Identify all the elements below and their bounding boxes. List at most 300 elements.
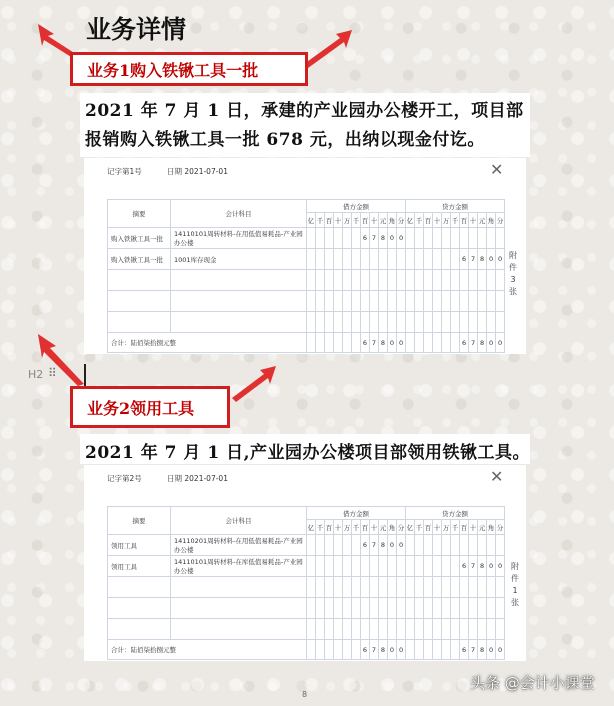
debit-digit[interactable]: [388, 249, 397, 270]
total-debit-digit: 7: [370, 333, 379, 353]
empty-cell[interactable]: [478, 291, 487, 312]
empty-cell[interactable]: [442, 619, 451, 640]
credit-digit[interactable]: [442, 535, 451, 556]
digit-header: 百: [424, 520, 433, 535]
empty-cell[interactable]: [379, 270, 388, 291]
digit-header: 百: [424, 213, 433, 228]
empty-cell[interactable]: [316, 619, 325, 640]
row-account[interactable]: 1001库存现金: [171, 249, 307, 270]
credit-digit[interactable]: [442, 556, 451, 577]
empty-cell[interactable]: [406, 312, 415, 333]
empty-cell[interactable]: [433, 577, 442, 598]
debit-digit[interactable]: [343, 228, 352, 249]
total-debit-digit: 0: [397, 640, 406, 660]
credit-digit[interactable]: 0: [487, 556, 496, 577]
credit-digit[interactable]: [406, 556, 415, 577]
empty-cell[interactable]: [496, 619, 505, 640]
empty-cell[interactable]: [469, 598, 478, 619]
debit-digit[interactable]: [316, 535, 325, 556]
debit-digit[interactable]: 8: [379, 535, 388, 556]
empty-cell[interactable]: [406, 598, 415, 619]
empty-cell[interactable]: [379, 619, 388, 640]
empty-cell[interactable]: [370, 619, 379, 640]
row-summary[interactable]: 领用工具: [108, 556, 171, 577]
empty-cell[interactable]: [370, 270, 379, 291]
empty-cell[interactable]: [433, 270, 442, 291]
empty-cell[interactable]: [361, 619, 370, 640]
empty-cell[interactable]: [171, 270, 307, 291]
digit-header: 十: [433, 520, 442, 535]
col-debit: 借方金额: [307, 200, 406, 213]
credit-digit[interactable]: [451, 249, 460, 270]
total-credit-digit: [433, 640, 442, 660]
total-debit-digit: [343, 640, 352, 660]
debit-digit[interactable]: [307, 535, 316, 556]
empty-cell[interactable]: [171, 619, 307, 640]
empty-cell[interactable]: [388, 312, 397, 333]
total-debit-digit: 6: [361, 333, 370, 353]
empty-cell[interactable]: [108, 312, 171, 333]
row-summary[interactable]: 购入铁锹工具一批: [108, 249, 171, 270]
total-credit-digit: [415, 333, 424, 353]
credit-digit[interactable]: [451, 556, 460, 577]
empty-cell[interactable]: [415, 598, 424, 619]
empty-cell[interactable]: [334, 598, 343, 619]
digit-header: 分: [496, 520, 505, 535]
credit-digit[interactable]: [433, 535, 442, 556]
digit-header: 万: [343, 520, 352, 535]
empty-cell[interactable]: [388, 291, 397, 312]
empty-cell[interactable]: [379, 312, 388, 333]
debit-digit[interactable]: 6: [361, 535, 370, 556]
empty-cell[interactable]: [469, 291, 478, 312]
credit-digit[interactable]: [406, 228, 415, 249]
empty-cell[interactable]: [343, 270, 352, 291]
empty-cell[interactable]: [469, 619, 478, 640]
credit-digit[interactable]: [415, 556, 424, 577]
debit-digit[interactable]: [334, 249, 343, 270]
empty-cell[interactable]: [343, 619, 352, 640]
digit-header: 千: [316, 213, 325, 228]
empty-cell[interactable]: [433, 312, 442, 333]
empty-cell[interactable]: [388, 270, 397, 291]
empty-cell[interactable]: [496, 312, 505, 333]
empty-cell[interactable]: [171, 291, 307, 312]
empty-cell[interactable]: [334, 619, 343, 640]
debit-digit[interactable]: [397, 249, 406, 270]
total-credit-digit: 6: [460, 640, 469, 660]
empty-cell[interactable]: [343, 598, 352, 619]
empty-cell[interactable]: [379, 598, 388, 619]
debit-digit[interactable]: [352, 556, 361, 577]
empty-cell[interactable]: [478, 312, 487, 333]
debit-digit[interactable]: [343, 556, 352, 577]
empty-cell[interactable]: [325, 577, 334, 598]
empty-cell[interactable]: [496, 270, 505, 291]
credit-digit[interactable]: 8: [478, 249, 487, 270]
credit-digit[interactable]: [487, 535, 496, 556]
empty-cell[interactable]: [307, 270, 316, 291]
empty-cell[interactable]: [487, 291, 496, 312]
total-credit-digit: 0: [487, 333, 496, 353]
credit-digit[interactable]: [424, 249, 433, 270]
empty-cell[interactable]: [379, 291, 388, 312]
empty-cell[interactable]: [451, 312, 460, 333]
digit-header: 亿: [307, 520, 316, 535]
row-account[interactable]: 14110101周转材料-在库低值易耗品-产业园办公楼: [171, 556, 307, 577]
empty-cell[interactable]: [343, 312, 352, 333]
business1-paragraph-line1: 2021 年 7 月 1 日，承建的产业园办公楼开工，项目部: [85, 101, 524, 121]
debit-digit[interactable]: [370, 249, 379, 270]
empty-cell[interactable]: [352, 270, 361, 291]
total-debit-digit: [352, 333, 361, 353]
empty-cell[interactable]: [325, 598, 334, 619]
debit-digit[interactable]: [325, 556, 334, 577]
total-credit-digit: 7: [469, 640, 478, 660]
empty-cell[interactable]: [397, 577, 406, 598]
digit-header: 万: [442, 213, 451, 228]
empty-cell[interactable]: [316, 312, 325, 333]
empty-cell[interactable]: [406, 577, 415, 598]
debit-digit[interactable]: 7: [370, 228, 379, 249]
empty-cell[interactable]: [451, 598, 460, 619]
business1-heading: 业务1购入铁锹工具一批: [70, 52, 308, 86]
credit-digit[interactable]: 0: [496, 556, 505, 577]
total-credit-digit: 7: [469, 333, 478, 353]
digit-header: 亿: [406, 213, 415, 228]
digit-header: 分: [397, 520, 406, 535]
debit-digit[interactable]: 8: [379, 228, 388, 249]
debit-digit[interactable]: [316, 249, 325, 270]
debit-digit[interactable]: [352, 249, 361, 270]
empty-cell[interactable]: [108, 619, 171, 640]
total-credit-digit: [415, 640, 424, 660]
credit-digit[interactable]: 0: [496, 249, 505, 270]
empty-cell[interactable]: [352, 577, 361, 598]
empty-cell[interactable]: [370, 577, 379, 598]
row-account[interactable]: 14110201周转材料-在用低值易耗品-产业园办公楼: [171, 535, 307, 556]
credit-digit[interactable]: [460, 228, 469, 249]
empty-cell[interactable]: [361, 598, 370, 619]
empty-cell[interactable]: [442, 270, 451, 291]
empty-cell[interactable]: [352, 619, 361, 640]
debit-digit[interactable]: [343, 249, 352, 270]
credit-digit[interactable]: 7: [469, 556, 478, 577]
empty-cell[interactable]: [352, 291, 361, 312]
debit-digit[interactable]: [334, 556, 343, 577]
empty-cell[interactable]: [325, 312, 334, 333]
empty-cell[interactable]: [334, 270, 343, 291]
empty-cell[interactable]: [325, 291, 334, 312]
debit-digit[interactable]: [343, 535, 352, 556]
debit-digit[interactable]: 0: [388, 535, 397, 556]
debit-digit[interactable]: [334, 535, 343, 556]
empty-cell[interactable]: [469, 312, 478, 333]
debit-digit[interactable]: [379, 556, 388, 577]
total-debit-digit: [307, 640, 316, 660]
credit-digit[interactable]: [433, 556, 442, 577]
empty-cell[interactable]: [451, 577, 460, 598]
empty-cell[interactable]: [307, 619, 316, 640]
credit-digit[interactable]: 7: [469, 249, 478, 270]
voucher-1: [84, 158, 526, 354]
total-debit-digit: 8: [379, 640, 388, 660]
empty-cell[interactable]: [496, 577, 505, 598]
debit-digit[interactable]: [388, 556, 397, 577]
empty-cell[interactable]: [370, 291, 379, 312]
empty-cell[interactable]: [361, 270, 370, 291]
credit-digit[interactable]: [460, 535, 469, 556]
debit-digit[interactable]: 0: [397, 535, 406, 556]
empty-cell[interactable]: [415, 312, 424, 333]
total-credit-digit: [433, 333, 442, 353]
credit-digit[interactable]: [451, 228, 460, 249]
empty-cell[interactable]: [307, 598, 316, 619]
empty-cell[interactable]: [370, 312, 379, 333]
total-credit-digit: [451, 333, 460, 353]
empty-cell[interactable]: [451, 291, 460, 312]
empty-cell[interactable]: [108, 577, 171, 598]
empty-cell[interactable]: [361, 577, 370, 598]
credit-digit[interactable]: [487, 228, 496, 249]
close-icon[interactable]: ✕: [490, 467, 504, 486]
digit-header: 千: [451, 520, 460, 535]
total-credit-digit: [442, 333, 451, 353]
empty-cell[interactable]: [496, 291, 505, 312]
debit-digit[interactable]: 0: [388, 228, 397, 249]
debit-digit[interactable]: [379, 249, 388, 270]
empty-cell[interactable]: [108, 270, 171, 291]
empty-cell[interactable]: [424, 577, 433, 598]
empty-cell[interactable]: [388, 598, 397, 619]
digit-header: 分: [496, 213, 505, 228]
empty-cell[interactable]: [496, 598, 505, 619]
debit-digit[interactable]: [307, 228, 316, 249]
empty-cell[interactable]: [316, 270, 325, 291]
digit-header: 十: [334, 213, 343, 228]
empty-cell[interactable]: [478, 619, 487, 640]
row-summary[interactable]: 购入铁锹工具一批: [108, 228, 171, 249]
empty-cell[interactable]: [334, 577, 343, 598]
empty-cell[interactable]: [406, 619, 415, 640]
digit-header: 元: [478, 520, 487, 535]
empty-cell[interactable]: [487, 270, 496, 291]
debit-digit[interactable]: [361, 556, 370, 577]
empty-cell[interactable]: [316, 291, 325, 312]
empty-cell[interactable]: [415, 270, 424, 291]
empty-cell[interactable]: [424, 312, 433, 333]
empty-cell[interactable]: [460, 619, 469, 640]
empty-cell[interactable]: [487, 619, 496, 640]
empty-cell[interactable]: [388, 577, 397, 598]
empty-cell[interactable]: [406, 270, 415, 291]
empty-cell[interactable]: [325, 619, 334, 640]
credit-digit[interactable]: [406, 249, 415, 270]
empty-cell[interactable]: [307, 291, 316, 312]
credit-digit[interactable]: [469, 228, 478, 249]
empty-cell[interactable]: [460, 291, 469, 312]
debit-digit[interactable]: [316, 228, 325, 249]
empty-cell[interactable]: [433, 291, 442, 312]
credit-digit[interactable]: [433, 228, 442, 249]
credit-digit[interactable]: [415, 228, 424, 249]
credit-digit[interactable]: [433, 249, 442, 270]
empty-cell[interactable]: [442, 577, 451, 598]
empty-cell[interactable]: [397, 270, 406, 291]
empty-cell[interactable]: [325, 270, 334, 291]
empty-cell[interactable]: [469, 577, 478, 598]
empty-cell[interactable]: [424, 598, 433, 619]
credit-digit[interactable]: [424, 535, 433, 556]
drag-handle-icon[interactable]: ⠿: [48, 366, 57, 380]
empty-cell[interactable]: [334, 312, 343, 333]
empty-cell[interactable]: [433, 619, 442, 640]
digit-header: 十: [469, 520, 478, 535]
credit-digit[interactable]: [496, 535, 505, 556]
credit-digit[interactable]: [406, 535, 415, 556]
debit-digit[interactable]: [307, 249, 316, 270]
digit-header: 百: [325, 520, 334, 535]
empty-cell[interactable]: [460, 577, 469, 598]
empty-cell[interactable]: [307, 577, 316, 598]
empty-cell[interactable]: [433, 598, 442, 619]
empty-cell[interactable]: [361, 312, 370, 333]
debit-digit[interactable]: [316, 556, 325, 577]
debit-digit[interactable]: 6: [361, 228, 370, 249]
empty-cell[interactable]: [352, 598, 361, 619]
debit-digit[interactable]: [334, 228, 343, 249]
empty-cell[interactable]: [334, 291, 343, 312]
empty-cell[interactable]: [442, 598, 451, 619]
empty-cell[interactable]: [415, 291, 424, 312]
empty-cell[interactable]: [487, 312, 496, 333]
total-label: 合计：陆佰柒拾捌元整: [108, 640, 307, 660]
debit-digit[interactable]: [325, 535, 334, 556]
credit-digit[interactable]: [424, 556, 433, 577]
empty-cell[interactable]: [343, 577, 352, 598]
empty-cell[interactable]: [424, 619, 433, 640]
close-icon[interactable]: ✕: [490, 160, 504, 179]
empty-cell[interactable]: [442, 312, 451, 333]
credit-digit[interactable]: 6: [460, 556, 469, 577]
digit-header: 十: [370, 520, 379, 535]
total-label: 合计：陆佰柒拾捌元整: [108, 333, 307, 353]
empty-cell[interactable]: [424, 291, 433, 312]
credit-digit[interactable]: [442, 228, 451, 249]
page-title: 业务详情: [86, 15, 187, 44]
total-debit-digit: [334, 640, 343, 660]
row-account[interactable]: 14110101周转材料-在用低值易耗品-产业园办公楼: [171, 228, 307, 249]
empty-cell[interactable]: [108, 291, 171, 312]
empty-cell[interactable]: [379, 577, 388, 598]
empty-cell[interactable]: [478, 577, 487, 598]
total-credit-digit: [424, 333, 433, 353]
empty-cell[interactable]: [108, 598, 171, 619]
debit-digit[interactable]: [352, 228, 361, 249]
empty-cell[interactable]: [397, 291, 406, 312]
empty-cell[interactable]: [451, 270, 460, 291]
empty-cell[interactable]: [415, 619, 424, 640]
empty-cell[interactable]: [307, 312, 316, 333]
debit-digit[interactable]: [307, 556, 316, 577]
empty-cell[interactable]: [171, 598, 307, 619]
total-credit-digit: [451, 640, 460, 660]
page-number: 8: [302, 690, 308, 699]
row-summary[interactable]: 领用工具: [108, 535, 171, 556]
debit-digit[interactable]: 7: [370, 535, 379, 556]
empty-cell[interactable]: [469, 270, 478, 291]
credit-digit[interactable]: [451, 535, 460, 556]
empty-cell[interactable]: [343, 291, 352, 312]
empty-cell[interactable]: [460, 270, 469, 291]
empty-cell[interactable]: [397, 619, 406, 640]
total-debit-digit: [325, 333, 334, 353]
empty-cell[interactable]: [424, 270, 433, 291]
debit-digit[interactable]: 0: [397, 228, 406, 249]
empty-cell[interactable]: [370, 598, 379, 619]
voucher-date: 日期 2021-07-01: [167, 474, 228, 483]
credit-digit[interactable]: 8: [478, 556, 487, 577]
digit-header: 千: [415, 213, 424, 228]
empty-cell[interactable]: [415, 577, 424, 598]
empty-cell[interactable]: [316, 577, 325, 598]
empty-cell[interactable]: [478, 598, 487, 619]
credit-digit[interactable]: [478, 228, 487, 249]
empty-cell[interactable]: [352, 312, 361, 333]
business1-paragraph: [80, 93, 530, 157]
empty-cell[interactable]: [460, 312, 469, 333]
h2-marker: H2: [28, 368, 44, 381]
digit-header: 千: [352, 520, 361, 535]
debit-digit[interactable]: [325, 249, 334, 270]
empty-cell[interactable]: [388, 619, 397, 640]
credit-digit[interactable]: [415, 535, 424, 556]
debit-digit[interactable]: [370, 556, 379, 577]
credit-digit[interactable]: 6: [460, 249, 469, 270]
empty-cell[interactable]: [316, 598, 325, 619]
debit-digit[interactable]: [361, 249, 370, 270]
empty-cell[interactable]: [397, 598, 406, 619]
digit-header: 百: [325, 213, 334, 228]
empty-cell[interactable]: [487, 598, 496, 619]
credit-digit[interactable]: [415, 249, 424, 270]
empty-cell[interactable]: [171, 577, 307, 598]
business1-paragraph-line2: 报销购入铁锹工具一批 678 元，出纳以现金付讫。: [85, 130, 485, 150]
digit-header: 元: [478, 213, 487, 228]
debit-digit[interactable]: [352, 535, 361, 556]
credit-digit[interactable]: [496, 228, 505, 249]
empty-cell[interactable]: [460, 598, 469, 619]
credit-digit[interactable]: [442, 249, 451, 270]
credit-digit[interactable]: [424, 228, 433, 249]
empty-cell[interactable]: [397, 312, 406, 333]
digit-header: 元: [379, 213, 388, 228]
credit-digit[interactable]: [469, 535, 478, 556]
empty-cell[interactable]: [442, 291, 451, 312]
empty-cell[interactable]: [171, 312, 307, 333]
empty-cell[interactable]: [361, 291, 370, 312]
debit-digit[interactable]: [325, 228, 334, 249]
credit-digit[interactable]: [478, 535, 487, 556]
digit-header: 百: [361, 520, 370, 535]
debit-digit[interactable]: [397, 556, 406, 577]
total-credit-digit: 6: [460, 333, 469, 353]
empty-cell[interactable]: [406, 291, 415, 312]
credit-digit[interactable]: 0: [487, 249, 496, 270]
empty-cell[interactable]: [451, 619, 460, 640]
empty-cell[interactable]: [478, 270, 487, 291]
empty-cell[interactable]: [487, 577, 496, 598]
